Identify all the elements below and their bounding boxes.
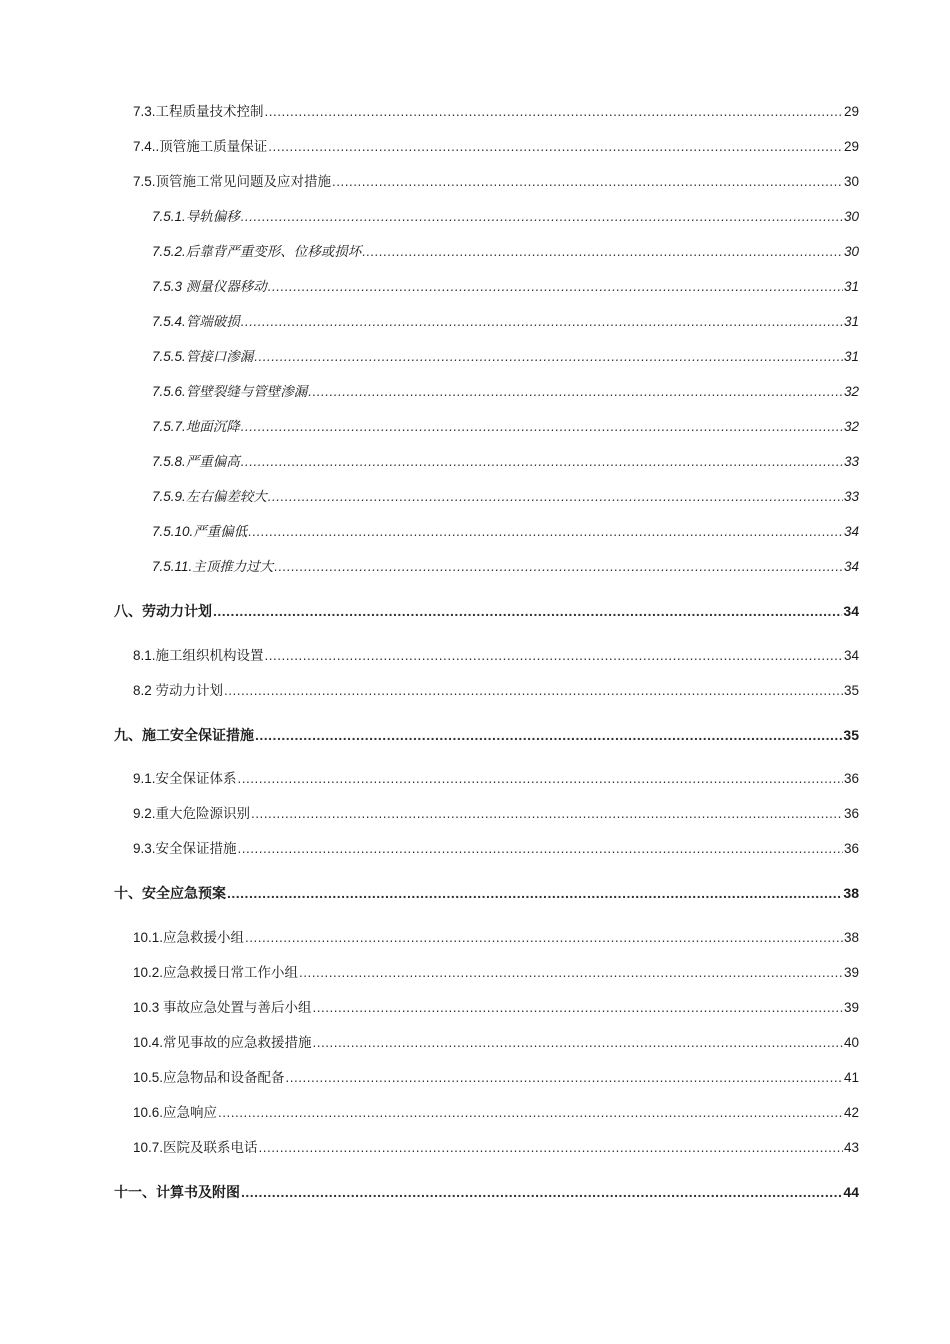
- toc-entry-page: 34: [843, 524, 859, 539]
- toc-leader-dots: [313, 999, 843, 1017]
- toc-entry-7-5-9[interactable]: [152, 488, 859, 506]
- toc-entry-page: 39: [843, 1000, 859, 1015]
- toc-entry-page: 31: [843, 349, 859, 364]
- toc-leader-dots: [241, 418, 843, 436]
- toc-entry-label: 10.4.常见事故的应急救援措施: [133, 1035, 312, 1050]
- toc-entry-10-2[interactable]: [133, 964, 859, 982]
- toc-entry-page: 29: [843, 139, 859, 154]
- toc-entry-page: 29: [843, 104, 859, 119]
- toc-leader-dots: [268, 488, 843, 506]
- toc-entry-7-4[interactable]: [133, 138, 859, 156]
- toc-entry-9-1[interactable]: [133, 770, 859, 788]
- toc-entry-label: 8.2 劳动力计划: [133, 683, 224, 698]
- toc-entry-page: 33: [843, 489, 859, 504]
- toc-entry-label: 10.7.医院及联系电话: [133, 1140, 258, 1155]
- toc-entry-label: 9.3.安全保证措施: [133, 841, 237, 856]
- toc-entry-10-5[interactable]: [133, 1069, 859, 1087]
- toc-entry-label: 7.5.2.后靠背严重变形、位移或损坏: [152, 244, 362, 259]
- toc-leader-dots: [238, 840, 843, 858]
- toc-leader-dots: [299, 964, 843, 982]
- toc-leader-dots: [241, 1183, 842, 1201]
- toc-entry-label: 7.5.6.管壁裂缝与管壁渗漏: [152, 384, 308, 399]
- toc-entry-8-2[interactable]: [133, 682, 859, 700]
- toc-leader-dots: [268, 138, 843, 156]
- toc-entry-page: 36: [843, 771, 859, 786]
- toc-entry-7-5-5[interactable]: [152, 348, 859, 366]
- toc-leader-dots: [259, 1139, 843, 1157]
- toc-entry-label: 10.5.应急物品和设备配备: [133, 1070, 285, 1085]
- toc-leader-dots: [241, 208, 843, 226]
- toc-entry-label: 十、安全应急预案: [114, 885, 226, 901]
- toc-leader-dots: [251, 805, 843, 823]
- toc-leader-dots: [245, 929, 843, 947]
- toc-entry-page: 30: [843, 174, 859, 189]
- toc-leader-dots: [332, 173, 843, 191]
- toc-entry-page: 36: [843, 841, 859, 856]
- toc-entry-label: 7.4..顶管施工质量保证: [133, 139, 268, 154]
- toc-entry-7-5[interactable]: [133, 173, 859, 191]
- toc-entry-8-1[interactable]: [133, 647, 859, 665]
- toc-entry-label: 7.5.8.严重偏高: [152, 454, 240, 469]
- toc-leader-dots: [227, 884, 842, 902]
- toc-entry-10-3[interactable]: [133, 999, 859, 1017]
- toc-entry-label: 7.5.顶管施工常见问题及应对措施: [133, 174, 332, 189]
- toc-leader-dots: [254, 348, 843, 366]
- toc-entry-label: 8.1.施工组织机构设置: [133, 648, 264, 663]
- toc-entry-label: 7.5.1.导轨偏移: [152, 209, 240, 224]
- toc-entry-page: 32: [843, 419, 859, 434]
- toc-entry-label: 9.1.安全保证体系: [133, 771, 237, 786]
- toc-entry-label: 7.5.10.严重偏低: [152, 524, 248, 539]
- toc-entry-7-5-2[interactable]: [152, 243, 859, 261]
- toc-entry-page: 31: [843, 314, 859, 329]
- toc-entry-page: 33: [843, 454, 859, 469]
- toc-leader-dots: [362, 243, 843, 261]
- toc-entry-label: 7.5.5.管接口渗漏: [152, 349, 254, 364]
- toc-entry-9-2[interactable]: [133, 805, 859, 823]
- toc-leader-dots: [238, 770, 843, 788]
- toc-entry-10-1[interactable]: [133, 929, 859, 947]
- toc-entry-label: 10.1.应急救援小组: [133, 930, 245, 945]
- toc-entry-page: 44: [843, 1184, 859, 1200]
- toc-entry-label: 7.5.9.左右偏差较大: [152, 489, 267, 504]
- toc-leader-dots: [265, 103, 843, 121]
- toc-entry-9-3[interactable]: [133, 840, 859, 858]
- toc-entry-10-7[interactable]: [133, 1139, 859, 1157]
- toc-leader-dots: [224, 682, 843, 700]
- toc-chapter-11[interactable]: [114, 1183, 859, 1201]
- toc-entry-7-5-4[interactable]: [152, 313, 859, 331]
- toc-leader-dots: [218, 1104, 843, 1122]
- toc-entry-label: 9.2.重大危险源识别: [133, 806, 251, 821]
- toc-leader-dots: [265, 647, 843, 665]
- toc-entry-7-5-10[interactable]: [152, 523, 859, 541]
- toc-entry-7-5-6[interactable]: [152, 383, 859, 401]
- toc-entry-page: 42: [843, 1105, 859, 1120]
- toc-entry-7-5-1[interactable]: [152, 208, 859, 226]
- toc-leader-dots: [241, 453, 843, 471]
- toc-leader-dots: [255, 726, 842, 744]
- toc-entry-page: 34: [843, 559, 859, 574]
- toc-entry-10-6[interactable]: [133, 1104, 859, 1122]
- toc-entry-label: 7.5.3 测量仪器移动: [152, 279, 267, 294]
- toc-entry-page: 38: [843, 885, 859, 901]
- toc-chapter-9[interactable]: [114, 726, 859, 744]
- toc-entry-page: 39: [843, 965, 859, 980]
- toc-entry-7-5-7[interactable]: [152, 418, 859, 436]
- toc-entry-label: 7.5.11.主顶推力过大: [152, 559, 274, 574]
- toc-entry-page: 30: [843, 244, 859, 259]
- toc-leader-dots: [313, 1034, 843, 1052]
- toc-entry-label: 十一、计算书及附图: [114, 1184, 240, 1200]
- toc-entry-label: 九、施工安全保证措施: [114, 727, 254, 743]
- toc-entry-label: 7.5.4.管端破损: [152, 314, 240, 329]
- toc-leader-dots: [248, 523, 843, 541]
- toc-entry-7-5-3[interactable]: [152, 278, 859, 296]
- toc-entry-page: 36: [843, 806, 859, 821]
- toc-entry-page: 30: [843, 209, 859, 224]
- toc-entry-label: 7.3.工程质量技术控制: [133, 104, 264, 119]
- toc-entry-page: 43: [843, 1140, 859, 1155]
- toc-entry-label: 八、劳动力计划: [114, 603, 212, 619]
- toc-entry-7-3[interactable]: [133, 103, 859, 121]
- toc-entry-page: 35: [843, 727, 859, 743]
- toc-entry-label: 7.5.7.地面沉降: [152, 419, 240, 434]
- toc-entry-page: 34: [843, 648, 859, 663]
- toc-chapter-8[interactable]: [114, 602, 859, 620]
- toc-leader-dots: [308, 383, 843, 401]
- toc-entry-10-4[interactable]: [133, 1034, 859, 1052]
- toc-entry-7-5-11[interactable]: [152, 558, 859, 576]
- toc-entry-label: 10.6.应急响应: [133, 1105, 218, 1120]
- toc-chapter-10[interactable]: [114, 884, 859, 902]
- toc-leader-dots: [286, 1069, 843, 1087]
- toc-entry-page: 35: [843, 683, 859, 698]
- toc-entry-label: 10.3 事故应急处置与善后小组: [133, 1000, 312, 1015]
- toc-entry-page: 31: [843, 279, 859, 294]
- toc-entry-page: 38: [843, 930, 859, 945]
- toc-entry-label: 10.2.应急救援日常工作小组: [133, 965, 299, 980]
- toc-entry-7-5-8[interactable]: [152, 453, 859, 471]
- toc-leader-dots: [274, 558, 843, 576]
- toc-leader-dots: [268, 278, 843, 296]
- toc-entry-page: 41: [843, 1070, 859, 1085]
- toc-leader-dots: [213, 602, 842, 620]
- toc-leader-dots: [241, 313, 843, 331]
- toc-entry-page: 34: [843, 603, 859, 619]
- toc-entry-page: 32: [843, 384, 859, 399]
- toc-entry-page: 40: [843, 1035, 859, 1050]
